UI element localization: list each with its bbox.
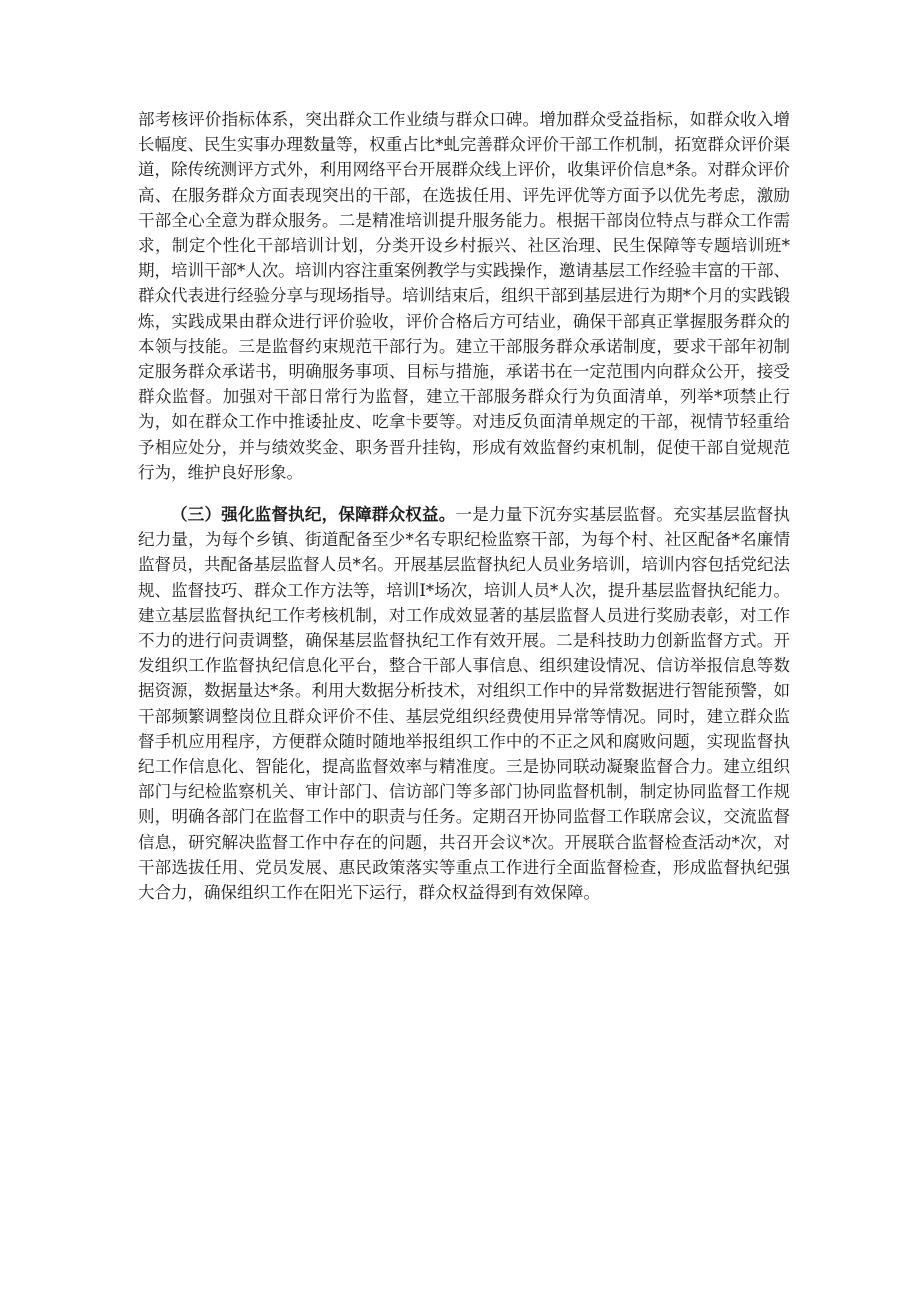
section-3-paragraph (138, 502, 790, 905)
section-3-heading: （三）强化监督执纪，保障群众权益。 (171, 505, 456, 525)
section-3-body: 一是力量下沉夯实基层监督。充实基层监督执纪力量，为每个乡镇、街道配备至少*名专职纪检监察干部，为每个村、社区配备*名廉情监督员，共配备基层监督人员*名。开展基层监督执纪人员业务培训，培训内容包括党纪法规、监督技巧、群众工作方法等，培训I*场次，培训人员*人次，提升基层监督执纪能力。建立基层监督执纪工作考核机制，对工作成效显著的基层监督人员进行奖励表彰，对工作不力的进行问责调整，确保基层监督执纪工作有效开展。二是科技助力创新监督方式。开发组织工作监督执纪信息化平台，整合干部人事信息、组织建设情况、信访举报信息等数据资源，数据量达*条。利用大数据分析技术，对组织工作中的异常数据进行智能预警，如干部频繁调整岗位且群众评价不佳、基层党组织经费使用异常等情况。同时，建立群众监督手机应用程序，方便群众随时随地举报组织工作中的不正之风和腐败问题，实现监督执纪工作信息化、智能化，提高监督效率与精准度。三是协同联动凝聚监督合力。建立组织部门与纪检监察机关、审计部门、信访部门等多部门协同监督机制，制定协同监督工作规则，明确各部门在监督工作中的职责与任务。定期召开协同监督工作联席会议，交流监督信息，研究解决监督工作中存在的问题，共召开会议*次。开展联合监督检查活动*次，对干部选拔任用、党员发展、惠民政策落实等重点工作进行全面监督检查，形成监督执纪强大合力，确保组织工作在阳光下运行，群众权益得到有效保障。 (138, 505, 791, 903)
document-page (138, 107, 790, 905)
body-paragraph-continuation: 部考核评价指标体系，突出群众工作业绩与群众口碑。增加群众受益指标，如群众收入增长幅度、民生实事办理数量等，权重占比*虬完善群众评价干部工作机制，拓宽群众评价渠道，除传统测评方式外，利用网络平台开展群众线上评价，收集评价信息*条。对群众评价高、在服务群众方面表现突出的干部，在选拔任用、评先评优等方面予以优先考虑，激励干部全心全意为群众服务。二是精准培训提升服务能力。根据干部岗位特点与群众工作需求，制定个性化干部培训计划，分类开设乡村振兴、社区治理、民生保障等专题培训班*期，培训干部*人次。培训内容注重案例教学与实践操作，邀请基层工作经验丰富的干部、群众代表进行经验分享与现场指导。培训结束后，组织干部到基层进行为期*个月的实践锻炼，实践成果由群众进行评价验收，评价合格后方可结业，确保干部真正掌握服务群众的本领与技能。三是监督约束规范干部行为。建立干部服务群众承诺制度，要求干部年初制定服务群众承诺书，明确服务事项、目标与措施，承诺书在一定范围内向群众公开，接受群众监督。加强对干部日常行为监督，建立干部服务群众行为负面清单，列举*项禁止行为，如在群众工作中推诿扯皮、吃拿卡要等。对违反负面清单规定的干部，视情节轻重给予相应处分，并与绩效奖金、职务晋升挂钩，形成有效监督约束机制，促使干部自觉规范行为，维护良好形象。 (138, 110, 790, 482)
